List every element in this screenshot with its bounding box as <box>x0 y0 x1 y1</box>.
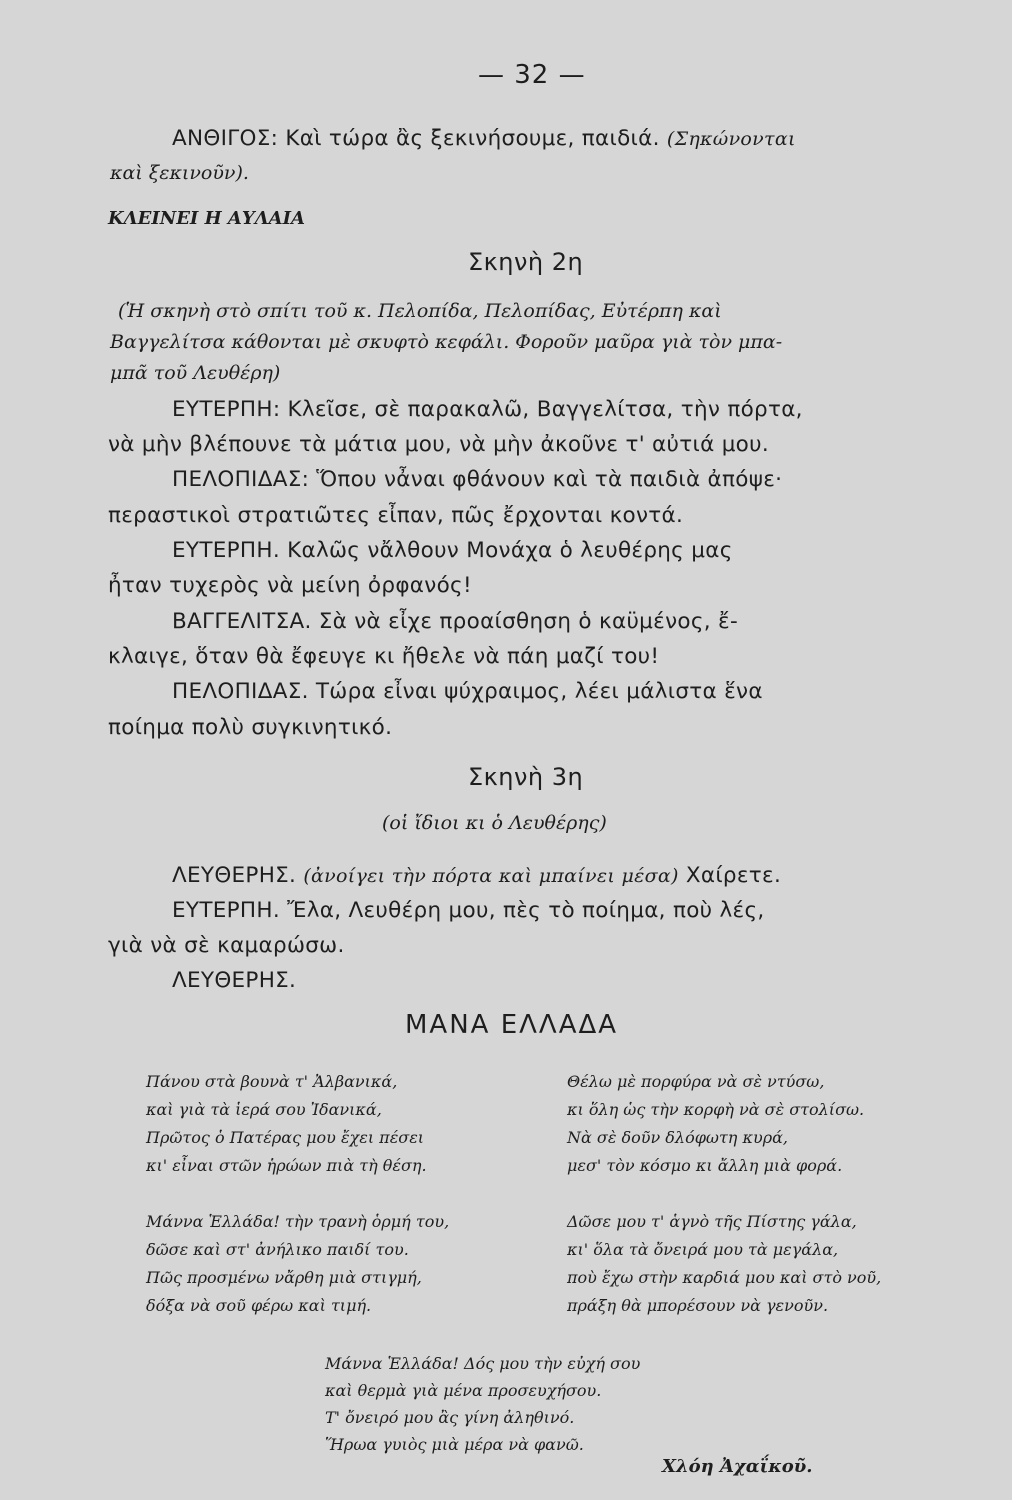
poem-line: ποὺ ἔχω στὴν καρδιά μου καὶ στὸ νοῦ, <box>567 1268 882 1287</box>
dialogue-line: ποίημα πολὺ συγκινητικό. <box>108 715 393 740</box>
poem-line: Πρῶτος ὁ Πατέρας μου ἔχει πέσει <box>146 1128 425 1147</box>
poem-line: Ἥρωα γυιὸς μιὰ μέρα νὰ φανῶ. <box>325 1435 584 1454</box>
opening-stage-direction-cont: καὶ ξεκινοῦν). <box>110 162 249 184</box>
poem-left-stanza-1 <box>146 1068 427 1180</box>
scene-3-line: ΕΥΤΕΡΠΗ. Ἔλα, Λευθέρη μου, πὲς τὸ ποίημα, ποὺ λές, <box>172 898 765 923</box>
dialogue-line: ΠΕΛΟΠΙΔΑΣ. Τώρα εἶναι ψύχραιμος, λέει μάλιστα ἕνα <box>172 679 763 704</box>
scene-2-direction-line: μπᾶ τοῦ Λευθέρη) <box>110 362 281 384</box>
dialogue-line: κλαιγε, ὅταν θὰ ἔφευγε κι ἤθελε νὰ πάη μαζί του! <box>108 644 660 669</box>
poem-line: Μάννα Ἑλλάδα! Δός μου τὴν εὐχή σου <box>325 1354 641 1373</box>
page-number: — 32 — <box>478 60 586 90</box>
poem-line: δῶσε καὶ στ' ἀνήλικο παιδί του. <box>146 1240 409 1259</box>
opening-speaker-line <box>172 126 796 151</box>
poem-line: Πάνου στὰ βουνὰ τ' Ἀλβανικά, <box>146 1072 398 1091</box>
opening-stage-direction: (Σηκώνονται <box>666 128 796 150</box>
stage-direction: (ἀνοίγει τὴν πόρτα καὶ μπαίνει μέσα) <box>303 865 679 887</box>
curtain-closes: ΚΛΕΙΝΕΙ Η ΑΥΛΑΙΑ <box>108 208 306 229</box>
dialogue-line: ΠΕΛΟΠΙΔΑΣ: Ὅπου νἆναι φθάνουν καὶ τὰ παιδιὰ ἀπόψε· <box>172 467 783 492</box>
poem-line: κι ὅλη ὡς τὴν κορφὴ νὰ σὲ στολίσω. <box>567 1100 865 1119</box>
poem-line: καὶ θερμὰ γιὰ μένα προσευχήσου. <box>325 1381 602 1400</box>
poem-line: μεσ' τὸν κόσμο κι ἄλλη μιὰ φορά. <box>567 1156 843 1175</box>
scene-3-direction: (οἱ ἴδιοι κι ὁ Λευθέρης) <box>382 812 607 834</box>
poem-final-stanza <box>325 1350 640 1458</box>
poem-left-stanza-2 <box>146 1208 449 1320</box>
poem-line: κι' ὅλα τὰ ὄνειρά μου τὰ μεγάλα, <box>567 1240 839 1259</box>
dialogue-line: ΒΑΓΓΕΛΙΤΣΑ. Σὰ νὰ εἶχε προαίσθηση ὁ καϋμένος, ἔ- <box>172 609 739 634</box>
scene-3-title: Σκηνὴ 3η <box>468 763 584 791</box>
poem-line: Μάννα Ἑλλάδα! τὴν τρανὴ ὁρμή του, <box>146 1212 450 1231</box>
dialogue-line: ΕΥΤΕΡΠΗ: Κλεῖσε, σὲ παρακαλῶ, Βαγγελίτσα, τὴν πόρτα, <box>172 397 803 422</box>
dialogue-line: ΕΥΤΕΡΠΗ. Καλῶς νἄλθουν Μονάχα ὁ λευθέρης μας <box>172 538 733 563</box>
poem-line: πράξη θὰ μπορέσουν νὰ γενοῦν. <box>567 1296 829 1315</box>
poem-line: Νὰ σὲ δοῦν δλόφωτη κυρά, <box>567 1128 788 1147</box>
dialogue-line: ἦταν τυχερὸς νὰ μείνη ὀρφανός! <box>108 573 472 598</box>
poem-line: Δῶσε μου τ' ἁγνὸ τῆς Πίστης γάλα, <box>567 1212 857 1231</box>
poem-line: Τ' ὄνειρό μου ἂς γίνη ἀληθινό. <box>325 1408 575 1427</box>
poem-author: Χλόη Ἀχαΐκοῦ. <box>662 1456 813 1477</box>
poem-line: Πῶς προσμένω νἄρθη μιὰ στιγμή, <box>146 1268 422 1287</box>
poem-line: Θέλω μὲ πορφύρα νὰ σὲ ντύσω, <box>567 1072 825 1091</box>
scene-2-direction-line: Βαγγελίτσα κάθονται μὲ σκυφτὸ κεφάλι. Φοροῦν μαῦρα γιὰ τὸν μπα- <box>110 331 783 353</box>
poem-line: κι' εἶναι στῶν ἡρώων πιὰ τὴ θέση. <box>146 1156 427 1175</box>
scene-2-title: Σκηνὴ 2η <box>468 248 584 276</box>
dialogue-text: Χαίρετε. <box>685 863 782 888</box>
poem-line: καὶ γιὰ τὰ ἱερά σου Ἰδανικά, <box>146 1100 382 1119</box>
speaker-name: ΛΕΥΘΕΡΗΣ. <box>172 863 297 888</box>
poem-right-stanza-2 <box>567 1208 881 1320</box>
scene-3-line: γιὰ νὰ σὲ καμαρώσω. <box>108 933 345 958</box>
scene-3-line: ΛΕΥΘΕΡΗΣ. <box>172 968 297 993</box>
poem-line: δόξα νὰ σοῦ φέρω καὶ τιμή. <box>146 1296 372 1315</box>
poem-right-stanza-1 <box>567 1068 864 1180</box>
opening-dialogue: ΑΝΘΙΓΟΣ: Καὶ τώρα ἂς ξεκινήσουμε, παιδιά. <box>172 126 660 151</box>
scene-2-direction <box>110 300 948 393</box>
poem-title: ΜΑΝΑ ΕΛΛΑΔΑ <box>405 1010 619 1040</box>
scene-3-line <box>172 863 781 888</box>
scene-2-direction-line: (Ἡ σκηνὴ στὸ σπίτι τοῦ κ. Πελοπίδα, Πελοπίδας, Εὐτέρπη καὶ <box>118 300 722 322</box>
dialogue-line: νὰ μὴν βλέπουνε τὰ μάτια μου, νὰ μὴν ἀκοῦνε τ' αὐτιά μου. <box>108 432 770 457</box>
dialogue-line: περαστικοὶ στρατιῶτες εἶπαν, πῶς ἔρχονται κοντά. <box>108 503 684 528</box>
